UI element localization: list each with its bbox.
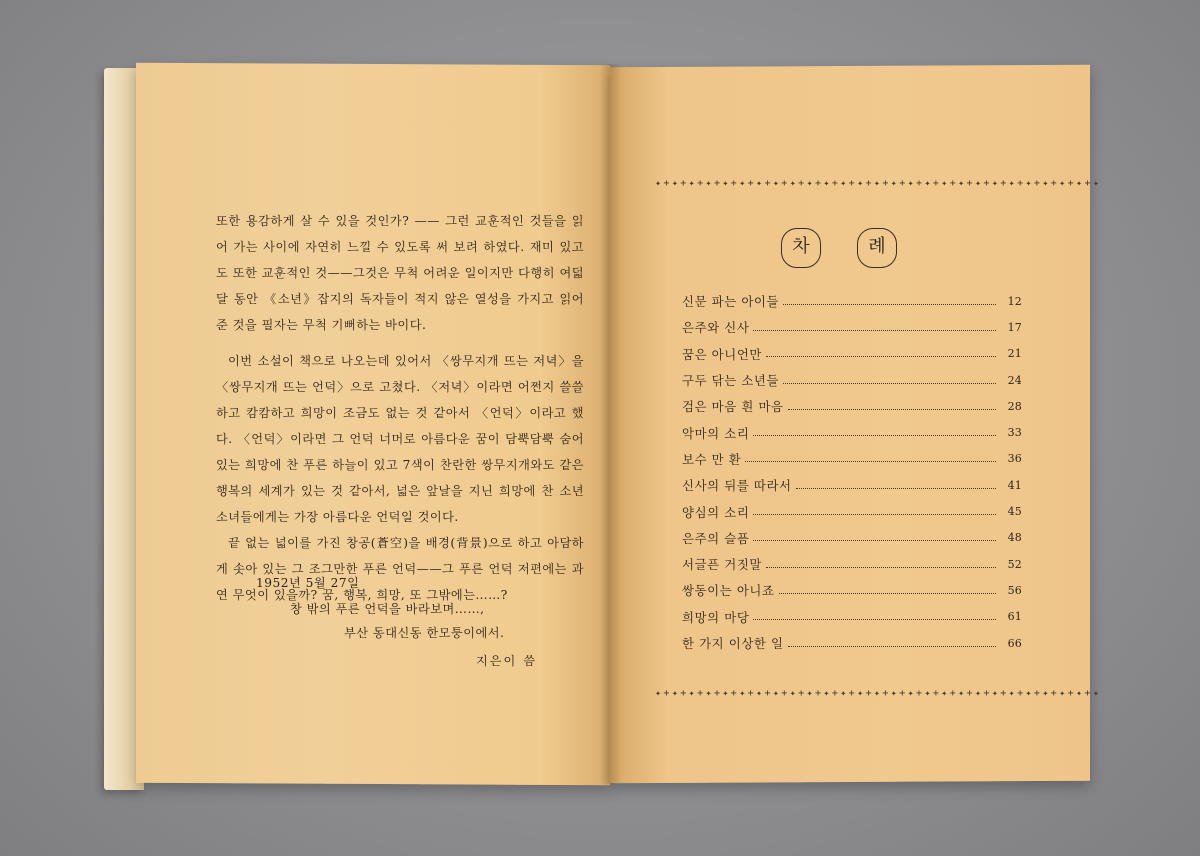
- toc-border-top: ✦+✦+✦+✦+✦+✦+✦+✦+✦+✦+✦+✦+✦+✦+✦+✦+✦+✦+✦+✦+✦+✦+✦+✦+✦+✦+✦: [655, 178, 1102, 189]
- toc-item-leader-dots: [745, 461, 996, 462]
- toc-item-leader-dots: [779, 593, 996, 594]
- toc-item-page-number: 61: [1007, 610, 1022, 624]
- toc-item-leader-dots: [753, 540, 996, 541]
- toc-item: [682, 288, 1022, 314]
- toc-item-title: 쌍동이는 아니죠: [682, 583, 775, 599]
- toc-item-page-number: 52: [1007, 557, 1022, 571]
- toc-item-leader-dots: [766, 567, 996, 568]
- preface-paragraph-1: 또한 용감하게 살 수 있을 것인가? —— 그런 교훈적인 것들을 읽어 가는 사이에 자연히 느낄 수 있도록 써 보려 하였다. 재미 있고도 또한 교훈적인 것——그것은 무척 어려운 일이지만 다행히 여덟 달 동안 《소년》잡지의 독자들이 적지 않은 열성을 가지고 읽어 준 것을 필자는 무척 기뻐하는 바이다.: [216, 214, 584, 332]
- toc-item-title: 서글픈 거짓말: [682, 557, 762, 573]
- toc-item-leader-dots: [783, 304, 996, 305]
- toc-item-page-number: 48: [1007, 531, 1022, 545]
- toc-item-title: 보수 만 환: [682, 451, 742, 467]
- toc-item-leader-dots: [788, 646, 996, 647]
- toc-item: [682, 446, 1022, 472]
- toc-item-page-number: 56: [1007, 583, 1022, 597]
- toc-item-page-number: 33: [1007, 426, 1022, 440]
- toc-item-page-number: 21: [1007, 347, 1022, 361]
- preface-date: 1952년 5월 27일: [256, 576, 360, 590]
- toc-item-page-number: 17: [1007, 320, 1022, 334]
- toc-item-title: 검은 마음 흰 마음: [682, 399, 784, 415]
- toc-border-bottom: ✦+✦+✦+✦+✦+✦+✦+✦+✦+✦+✦+✦+✦+✦+✦+✦+✦+✦+✦+✦+✦+✦+✦+✦+✦+✦+✦: [655, 688, 1102, 699]
- toc-item-leader-dots: [753, 330, 996, 331]
- toc-item: [682, 367, 1022, 393]
- preface-paragraph-2: 이번 소설이 책으로 나오는데 있어서 〈쌍무지개 뜨는 저녁〉을 〈쌍무지개 뜨는 언덕〉으로 고쳤다. 〈저녁〉이라면 어쩐지 쓸쓸하고 캄캄하고 희망이 조금도 없는 것 같아서 〈언덕〉이라고 했다. 〈언덕〉이라면 그 언덕 너머로 아름다운 꿈이 담뿍담뿍 숨어 있는 희망에 찬 푸른 하늘이 있고 7색이 찬란한 쌍무지개와도 같은 행복의 세계가 있는 것 같아서, 넓은 앞날을 지닌 희망에 찬 소년 소녀들에게는 가장 아름다운 언덕일 것이다.: [216, 354, 584, 524]
- toc-item-leader-dots: [753, 435, 996, 436]
- toc-item: [682, 525, 1022, 551]
- toc-item-leader-dots: [753, 514, 996, 515]
- toc-item-title: 은주와 신사: [682, 320, 750, 336]
- preface-signature: 지은이 씀: [476, 654, 537, 668]
- preface-place-line-2: 부산 동대신동 한모퉁이에서.: [344, 626, 505, 640]
- toc-item-page-number: 45: [1007, 505, 1022, 519]
- toc-item-leader-dots: [783, 383, 996, 384]
- toc-list: [682, 288, 1022, 656]
- toc-item-title: 양심의 소리: [682, 504, 750, 520]
- toc-item: [682, 604, 1022, 630]
- toc-item: [682, 577, 1022, 603]
- toc-item-page-number: 41: [1007, 478, 1022, 492]
- toc-item-title: 신사의 뒤를 따라서: [682, 478, 792, 494]
- toc-heading-char-1: 차: [781, 228, 821, 268]
- toc-item: [682, 314, 1022, 340]
- toc-item-leader-dots: [753, 619, 996, 620]
- toc-item-page-number: 12: [1007, 294, 1022, 308]
- toc-item-leader-dots: [788, 409, 996, 410]
- toc-item: [682, 393, 1022, 419]
- toc-item-page-number: 36: [1007, 452, 1022, 466]
- preface-paragraph-3: 끝 없는 넓이를 가진 창공(蒼空)을 배경(背景)으로 하고 아담하게 솟아 있는 그 조그만한 푸른 언덕——그 푸른 언덕 저편에는 과연 무엇이 있을까? 꿈, 행복, 희망, 또 그밖에는……?: [216, 536, 584, 602]
- toc-item: [682, 419, 1022, 445]
- book-gutter: [600, 64, 622, 784]
- toc-item-title: 희망의 마당: [682, 609, 750, 625]
- toc-item-leader-dots: [766, 356, 996, 357]
- toc-item-title: 은주의 슬픔: [682, 530, 750, 546]
- toc-item: [682, 551, 1022, 577]
- toc-item-page-number: 66: [1007, 636, 1022, 650]
- toc-heading: [775, 228, 905, 268]
- toc-heading-char-2: 례: [857, 228, 897, 268]
- toc-item: [682, 630, 1022, 656]
- toc-item-page-number: 28: [1007, 399, 1022, 413]
- toc-item-leader-dots: [796, 488, 996, 489]
- toc-item-title: 꿈은 아니언만: [682, 346, 762, 362]
- toc-item: [682, 498, 1022, 524]
- toc-item-title: 구두 닦는 소년들: [682, 373, 780, 389]
- toc-item: [682, 472, 1022, 498]
- toc-item-page-number: 24: [1007, 373, 1022, 387]
- preface-place-line-1: 창 밖의 푸른 언덕을 바라보며……,: [290, 602, 485, 616]
- toc-item-title: 악마의 소리: [682, 425, 750, 441]
- toc-item: [682, 341, 1022, 367]
- toc-item-title: 신문 파는 아이들: [682, 294, 780, 310]
- toc-item-title: 한 가지 이상한 일: [682, 636, 784, 651]
- preface-text: [216, 208, 584, 618]
